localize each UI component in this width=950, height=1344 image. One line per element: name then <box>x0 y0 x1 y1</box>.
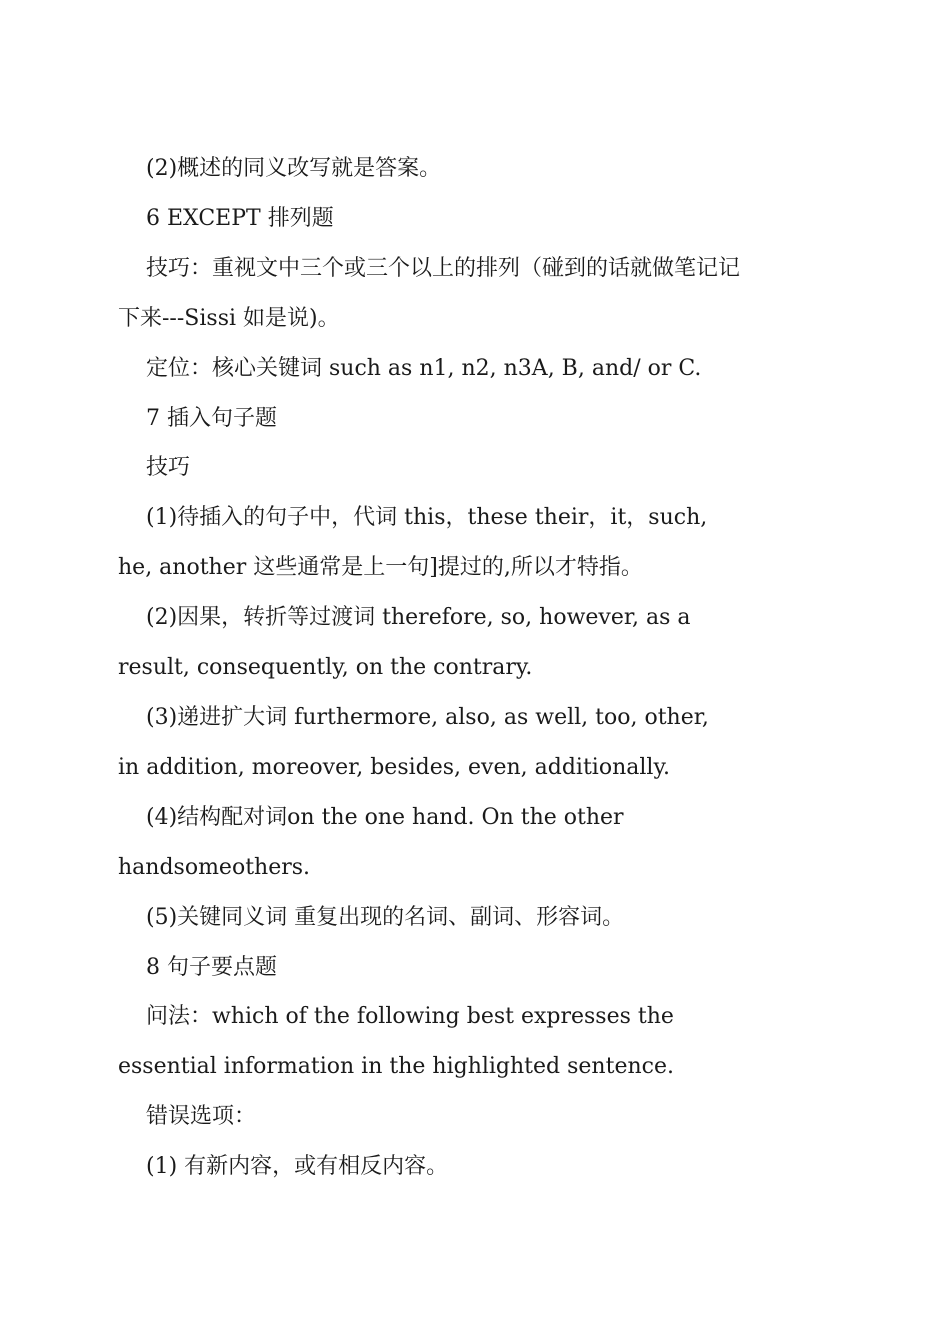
text-line: (3)递进扩大词 furthermore, also, as well, too, other, <box>146 704 709 730</box>
section-heading: 7 插入句子题 <box>146 405 277 431</box>
text-line: (1)待插入的句子中，代词 this，these their，it，such, <box>146 505 708 531</box>
text-line: (5)关键同义词 重复出现的名词、副词、形容词。 <box>146 904 625 930</box>
text-line: (1) 有新内容，或有相反内容。 <box>146 1154 449 1180</box>
text-line: he, another 这些通常是上一句]提过的,所以才特指。 <box>118 555 643 581</box>
text-line: (2)概述的同义改写就是答案。 <box>146 156 442 181</box>
text-line: (2)因果，转折等过渡词 therefore, so, however, as a <box>146 605 691 631</box>
text-line: 错误选项： <box>146 1104 257 1130</box>
document-page <box>118 144 838 1192</box>
text-line: in addition, moreover, besides, even, additionally. <box>118 754 670 780</box>
text-line: 技巧：重视文中三个或三个以上的排列（碰到的话就做笔记记 <box>146 255 741 281</box>
section-heading: 8 句子要点题 <box>146 954 277 980</box>
text-line: 技巧 <box>146 455 191 481</box>
section-heading: 6 EXCEPT 排列题 <box>146 205 334 231</box>
text-line: handsomeothers. <box>118 854 311 880</box>
text-line: 定位：核心关键词 such as n1, n2, n3A, B, and/ or C. <box>146 355 702 381</box>
text-line: result, consequently, on the contrary. <box>118 655 533 681</box>
text-line: 下来---Sissi 如是说)。 <box>118 305 340 331</box>
text-line: 问法：which of the following best expresses the <box>146 1004 674 1030</box>
text-line: (4)结构配对词on the one hand. On the other <box>146 804 624 830</box>
text-line: essential information in the highlighted sentence. <box>118 1054 674 1080</box>
